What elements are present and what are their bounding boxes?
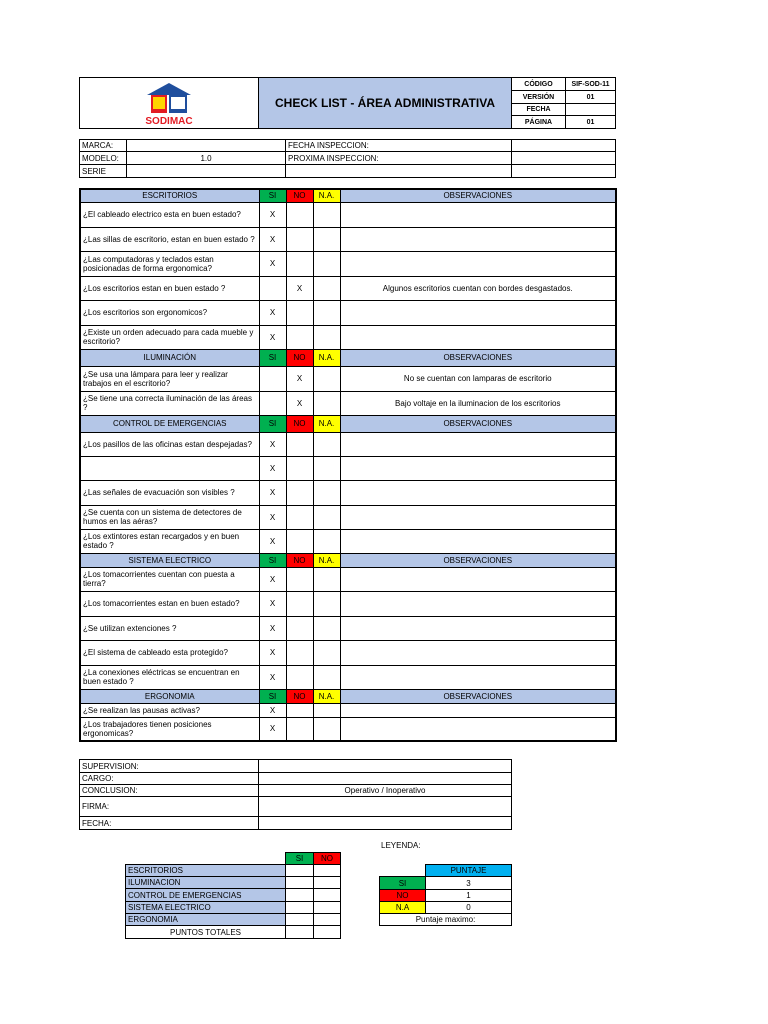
checklist-row bbox=[80, 202, 616, 227]
checklist-row bbox=[80, 300, 616, 325]
col-no: NO bbox=[286, 553, 313, 567]
section-title: ESCRITORIOS bbox=[80, 189, 259, 202]
fecha-inspeccion-label: FECHA INSPECCION: bbox=[286, 140, 512, 152]
question: ¿Se usa una lámpara para leer y realizar trabajos en el escritorio? bbox=[80, 366, 259, 391]
observation[interactable] bbox=[340, 251, 616, 276]
check-si[interactable]: X bbox=[259, 567, 286, 591]
proxima-inspeccion-value[interactable] bbox=[512, 152, 616, 165]
legend-si-label: SI bbox=[380, 877, 426, 890]
col-na: N.A. bbox=[313, 689, 340, 703]
check-na[interactable] bbox=[313, 202, 340, 227]
observation[interactable] bbox=[340, 567, 616, 591]
section-title: ILUMINACIÓN bbox=[80, 349, 259, 366]
check-no[interactable] bbox=[286, 529, 313, 553]
check-no[interactable]: X bbox=[286, 276, 313, 300]
observation[interactable] bbox=[340, 529, 616, 553]
summary-total-no[interactable] bbox=[314, 926, 341, 939]
info-empty bbox=[512, 165, 616, 178]
meta-label-pagina: PÁGINA bbox=[512, 116, 566, 129]
check-si[interactable] bbox=[259, 391, 286, 415]
summary-row-label: CONTROL DE EMERGENCIAS bbox=[126, 889, 286, 902]
check-na[interactable] bbox=[313, 432, 340, 456]
legend-corner bbox=[380, 865, 426, 877]
modelo-label: MODELO: bbox=[80, 152, 127, 165]
serie-label: SERIE bbox=[80, 165, 127, 178]
checklist-row bbox=[80, 432, 616, 456]
check-si[interactable]: X bbox=[259, 300, 286, 325]
check-no[interactable] bbox=[286, 480, 313, 505]
fecha-inspeccion-value[interactable] bbox=[512, 140, 616, 152]
check-si[interactable]: X bbox=[259, 251, 286, 276]
col-observaciones: OBSERVACIONES bbox=[340, 189, 616, 202]
check-na[interactable] bbox=[313, 665, 340, 689]
check-na[interactable] bbox=[313, 300, 340, 325]
check-si[interactable]: X bbox=[259, 591, 286, 616]
meta-value-pagina: 01 bbox=[566, 116, 616, 129]
question: ¿El sistema de cableado esta protegido? bbox=[80, 640, 259, 665]
col-no: NO bbox=[286, 689, 313, 703]
check-no[interactable] bbox=[286, 432, 313, 456]
check-si[interactable]: X bbox=[259, 529, 286, 553]
legend-si-value: 3 bbox=[426, 877, 512, 890]
question: ¿Los pasillos de las oficinas estan despejadas? bbox=[80, 432, 259, 456]
observation[interactable] bbox=[340, 325, 616, 349]
observation[interactable] bbox=[340, 665, 616, 689]
observation[interactable] bbox=[340, 591, 616, 616]
check-na[interactable] bbox=[313, 251, 340, 276]
check-si[interactable]: X bbox=[259, 640, 286, 665]
legend-max-label: Puntaje maximo: bbox=[380, 914, 512, 926]
info-empty bbox=[286, 165, 512, 178]
summary-box bbox=[125, 852, 340, 939]
checklist-row bbox=[80, 325, 616, 349]
legend-no-label: NO bbox=[380, 890, 426, 902]
check-no[interactable] bbox=[286, 640, 313, 665]
meta-label-codigo: CÓDIGO bbox=[512, 78, 566, 91]
marca-label: MARCA: bbox=[80, 140, 127, 152]
supervision-box bbox=[79, 759, 511, 830]
info-box bbox=[79, 139, 615, 177]
legend-puntaje-header: PUNTAJE bbox=[426, 865, 512, 877]
check-si[interactable]: X bbox=[259, 665, 286, 689]
check-na[interactable] bbox=[313, 366, 340, 391]
summary-row-label: ESCRITORIOS bbox=[126, 865, 286, 877]
check-na[interactable] bbox=[313, 480, 340, 505]
summary-total-si[interactable] bbox=[286, 926, 314, 939]
observation[interactable] bbox=[340, 480, 616, 505]
summary-si-value[interactable] bbox=[286, 865, 314, 877]
col-na: N.A. bbox=[313, 553, 340, 567]
summary-no-value[interactable] bbox=[314, 877, 341, 889]
summary-no-value[interactable] bbox=[314, 914, 341, 926]
check-no[interactable]: X bbox=[286, 391, 313, 415]
check-si[interactable]: X bbox=[259, 202, 286, 227]
legend-title: LEYENDA: bbox=[381, 841, 421, 850]
checklist-row bbox=[80, 480, 616, 505]
check-na[interactable] bbox=[313, 456, 340, 480]
question: ¿Las señales de evacuación son visibles ? bbox=[80, 480, 259, 505]
checklist-row bbox=[80, 505, 616, 529]
check-si[interactable]: X bbox=[259, 717, 286, 741]
checklist-row bbox=[80, 251, 616, 276]
check-na[interactable] bbox=[313, 717, 340, 741]
col-observaciones: OBSERVACIONES bbox=[340, 349, 616, 366]
observation[interactable] bbox=[340, 300, 616, 325]
observation[interactable] bbox=[340, 505, 616, 529]
checklist-row bbox=[80, 717, 616, 741]
summary-total-label: PUNTOS TOTALES bbox=[126, 926, 286, 939]
section-header-iluminacion bbox=[80, 349, 616, 366]
col-si: SI bbox=[259, 689, 286, 703]
observation[interactable] bbox=[340, 202, 616, 227]
check-na[interactable] bbox=[313, 505, 340, 529]
check-no[interactable] bbox=[286, 325, 313, 349]
check-si[interactable]: X bbox=[259, 432, 286, 456]
header-box bbox=[79, 77, 615, 128]
question: ¿Existe un orden adecuado para cada mueble y escritorio? bbox=[80, 325, 259, 349]
observation[interactable] bbox=[340, 703, 616, 717]
question: ¿Los tomacorrientes cuentan con puesta a tierra? bbox=[80, 567, 259, 591]
col-si: SI bbox=[259, 349, 286, 366]
checklist-box bbox=[79, 188, 615, 742]
question: ¿Los tomacorrientes estan en buen estado? bbox=[80, 591, 259, 616]
meta-value-codigo: SIF-SOD-11 bbox=[566, 78, 616, 91]
legend-no-value: 1 bbox=[426, 890, 512, 902]
question: ¿Los escritorios estan en buen estado ? bbox=[80, 276, 259, 300]
check-no[interactable] bbox=[286, 251, 313, 276]
logo-cell bbox=[80, 78, 259, 129]
check-si[interactable]: X bbox=[259, 480, 286, 505]
observation[interactable] bbox=[340, 717, 616, 741]
check-si[interactable]: X bbox=[259, 227, 286, 251]
col-na: N.A. bbox=[313, 189, 340, 202]
check-si[interactable]: X bbox=[259, 703, 286, 717]
observation[interactable] bbox=[340, 616, 616, 640]
checklist-row bbox=[80, 529, 616, 553]
check-na[interactable] bbox=[313, 276, 340, 300]
question: ¿La conexiones eléctricas se encuentran en buen estado ? bbox=[80, 665, 259, 689]
check-no[interactable] bbox=[286, 717, 313, 741]
check-no[interactable] bbox=[286, 300, 313, 325]
observation[interactable] bbox=[340, 227, 616, 251]
section-title: SISTEMA ELECTRICO bbox=[80, 553, 259, 567]
summary-corner bbox=[126, 853, 286, 865]
section-title: CONTROL DE EMERGENCIAS bbox=[80, 415, 259, 432]
summary-si-value[interactable] bbox=[286, 877, 314, 889]
supervision-label: SUPERVISION: bbox=[80, 760, 259, 773]
summary-no-value[interactable] bbox=[314, 902, 341, 914]
col-na: N.A. bbox=[313, 349, 340, 366]
check-si[interactable]: X bbox=[259, 456, 286, 480]
modelo-value[interactable]: 1.0 bbox=[127, 152, 286, 165]
marca-value[interactable] bbox=[127, 140, 286, 152]
check-na[interactable] bbox=[313, 227, 340, 251]
col-no: NO bbox=[286, 415, 313, 432]
fecha-label: FECHA: bbox=[80, 817, 259, 830]
summary-row-label: ERGONOMIA bbox=[126, 914, 286, 926]
section-header-escritorios bbox=[80, 189, 616, 202]
col-no: NO bbox=[286, 189, 313, 202]
check-na[interactable] bbox=[313, 591, 340, 616]
cargo-label: CARGO: bbox=[80, 773, 259, 785]
observation[interactable]: Algunos escritorios cuentan con bordes desgastados. bbox=[340, 276, 616, 300]
check-no[interactable] bbox=[286, 703, 313, 717]
col-si: SI bbox=[259, 553, 286, 567]
summary-si-value[interactable] bbox=[286, 889, 314, 902]
supervision-value[interactable] bbox=[259, 760, 512, 773]
section-header-ergonomia bbox=[80, 689, 616, 703]
check-no[interactable] bbox=[286, 591, 313, 616]
serie-value[interactable] bbox=[127, 165, 286, 178]
section-title: ERGONOMIA bbox=[80, 689, 259, 703]
summary-row-label: SISTEMA ELECTRICO bbox=[126, 902, 286, 914]
legend-na-value: 0 bbox=[426, 902, 512, 914]
summary-no-value[interactable] bbox=[314, 865, 341, 877]
question: ¿El cableado electrico esta en buen estado? bbox=[80, 202, 259, 227]
observation[interactable] bbox=[340, 640, 616, 665]
check-si[interactable] bbox=[259, 276, 286, 300]
checklist-row bbox=[80, 227, 616, 251]
proxima-inspeccion-label: PROXIMA INSPECCION: bbox=[286, 152, 512, 165]
legend-na-label: N.A bbox=[380, 902, 426, 914]
checklist-row bbox=[80, 276, 616, 300]
summary-row-label: ILUMINACION bbox=[126, 877, 286, 889]
check-na[interactable] bbox=[313, 616, 340, 640]
question: ¿Los escritorios son ergonomicos? bbox=[80, 300, 259, 325]
observation[interactable] bbox=[340, 432, 616, 456]
question: ¿Se realizan las pausas activas? bbox=[80, 703, 259, 717]
summary-col-si: SI bbox=[286, 853, 314, 865]
check-na[interactable] bbox=[313, 325, 340, 349]
question: ¿Los trabajadores tienen posiciones ergonomicas? bbox=[80, 717, 259, 741]
observation[interactable]: Bajo voltaje en la iluminacion de los escritorios bbox=[340, 391, 616, 415]
check-no[interactable] bbox=[286, 665, 313, 689]
meta-value-fecha[interactable] bbox=[566, 104, 616, 116]
legend-box bbox=[379, 864, 511, 926]
check-na[interactable] bbox=[313, 703, 340, 717]
meta-label-fecha: FECHA bbox=[512, 104, 566, 116]
check-no[interactable] bbox=[286, 616, 313, 640]
check-no[interactable] bbox=[286, 227, 313, 251]
checklist-row bbox=[80, 616, 616, 640]
check-na[interactable] bbox=[313, 567, 340, 591]
question: ¿Se cuenta con un sistema de detectores de humos en las aéras? bbox=[80, 505, 259, 529]
check-no[interactable] bbox=[286, 202, 313, 227]
question: ¿Los extintores estan recargados y en buen estado ? bbox=[80, 529, 259, 553]
check-na[interactable] bbox=[313, 640, 340, 665]
check-no[interactable] bbox=[286, 456, 313, 480]
summary-col-no: NO bbox=[314, 853, 341, 865]
check-no[interactable] bbox=[286, 505, 313, 529]
question bbox=[80, 456, 259, 480]
summary-no-value[interactable] bbox=[314, 889, 341, 902]
col-si: SI bbox=[259, 189, 286, 202]
checklist-row bbox=[80, 456, 616, 480]
check-si[interactable] bbox=[259, 366, 286, 391]
check-si[interactable]: X bbox=[259, 505, 286, 529]
firma-label: FIRMA: bbox=[80, 797, 259, 817]
checklist-row bbox=[80, 665, 616, 689]
cargo-value[interactable] bbox=[259, 773, 512, 785]
col-no: NO bbox=[286, 349, 313, 366]
meta-label-version: VERSIÓN bbox=[512, 91, 566, 104]
fecha-value[interactable] bbox=[259, 817, 512, 830]
meta-value-version: 01 bbox=[566, 91, 616, 104]
sodimac-logo-icon bbox=[139, 81, 199, 117]
question: ¿Las sillas de escritorio, estan en buen estado ? bbox=[80, 227, 259, 251]
checklist-row bbox=[80, 703, 616, 717]
col-observaciones: OBSERVACIONES bbox=[340, 415, 616, 432]
col-observaciones: OBSERVACIONES bbox=[340, 553, 616, 567]
col-observaciones: OBSERVACIONES bbox=[340, 689, 616, 703]
question: ¿Se tiene una correcta iluminación de las áreas ? bbox=[80, 391, 259, 415]
logo-text: SODIMAC bbox=[145, 116, 193, 127]
section-header-control-emergencias bbox=[80, 415, 616, 432]
summary-si-value[interactable] bbox=[286, 902, 314, 914]
col-si: SI bbox=[259, 415, 286, 432]
question: ¿Las computadoras y teclados estan posicionadas de forma ergonomica? bbox=[80, 251, 259, 276]
check-no[interactable] bbox=[286, 567, 313, 591]
conclusion-label: CONCLUSION: bbox=[80, 785, 259, 797]
summary-si-value[interactable] bbox=[286, 914, 314, 926]
check-si[interactable]: X bbox=[259, 616, 286, 640]
question: ¿Se utilizan extenciones ? bbox=[80, 616, 259, 640]
checklist-row bbox=[80, 366, 616, 391]
conclusion-value[interactable]: Operativo / Inoperativo bbox=[259, 785, 512, 797]
check-no[interactable]: X bbox=[286, 366, 313, 391]
observation[interactable] bbox=[340, 456, 616, 480]
col-na: N.A. bbox=[313, 415, 340, 432]
checklist-row bbox=[80, 591, 616, 616]
checklist-row bbox=[80, 567, 616, 591]
checklist-row bbox=[80, 640, 616, 665]
firma-value[interactable] bbox=[259, 797, 512, 817]
check-si[interactable]: X bbox=[259, 325, 286, 349]
checklist-row bbox=[80, 391, 616, 415]
observation[interactable]: No se cuentan con lamparas de escritorio bbox=[340, 366, 616, 391]
check-na[interactable] bbox=[313, 529, 340, 553]
check-na[interactable] bbox=[313, 391, 340, 415]
section-header-sistema-electrico bbox=[80, 553, 616, 567]
page-title: CHECK LIST - ÁREA ADMINISTRATIVA bbox=[259, 78, 512, 129]
